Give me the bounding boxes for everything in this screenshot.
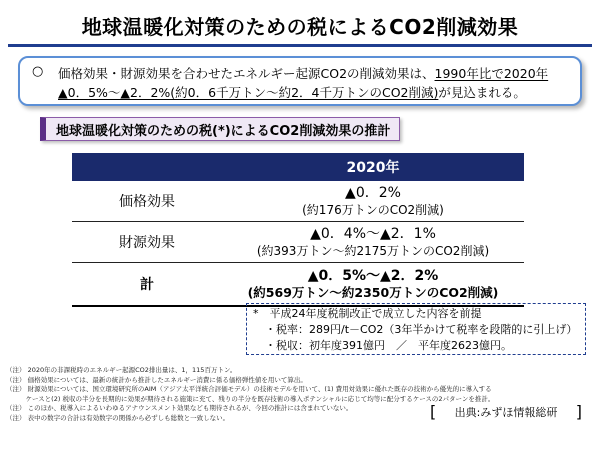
- table-row: [72, 222, 524, 263]
- table-row: [72, 181, 524, 222]
- summary-line-2-underlined: ▲0．5%～▲2．2%(約0．6千万トン～約2．4千万トンのCO2削減): [58, 85, 439, 100]
- table-header-empty: [72, 153, 222, 181]
- summary-line-1-underlined: 1990年比で2020年: [434, 66, 549, 81]
- row-sub-value: (約393万トン～約2175万トンのCO2削減): [256, 244, 490, 258]
- row-value-revenue-effect: [222, 222, 524, 263]
- table-header-year: 2020年: [222, 153, 524, 181]
- summary-box: [18, 56, 582, 106]
- row-main-value: ▲0．2%: [345, 185, 401, 201]
- note-line-2: ・税率：289円/t－CO2（3年半かけて税率を段階的に引上げ）: [265, 323, 578, 336]
- table-header-row: [72, 153, 524, 181]
- footnote: （注） 表中の数字の合計は有効数字の関係から必ずしも総数と一致しない。: [6, 413, 230, 422]
- row-label-revenue-effect: 財源効果: [72, 222, 222, 263]
- footnotes: [6, 366, 495, 424]
- row-sub-value: (約176万トンのCO2削減): [302, 203, 444, 217]
- row-sub-value: (約569万トン～約2350万トンのCO2削減): [247, 285, 499, 300]
- footnote: （注） 財源効果については、国立環境研究所のAIM（アジア太平洋統合評価モデル）の技術モデルを用いて、(1) 費用対効果に優れた既存の技術から優先的に導入する: [6, 385, 492, 394]
- right-bracket-icon: ]: [575, 402, 582, 421]
- left-bracket-icon: [: [430, 402, 437, 421]
- effect-table: [72, 153, 524, 307]
- summary-line-1: [58, 64, 548, 82]
- summary-line-2: [58, 83, 526, 101]
- row-value-total: [222, 263, 524, 307]
- source-text: 出典:みずほ情報総研: [454, 406, 558, 419]
- source-credit: [430, 403, 582, 421]
- row-label-price-effect: 価格効果: [72, 181, 222, 222]
- footnote: ケースと(2) 税収の半分を長期的に効果が期待される施策に充て、残りの半分を既存技術の導入ポテンシャルに応じて均等に配分するケースの2パターンを推計。: [6, 394, 495, 403]
- summary-line-1-text: 価格効果・財源効果を合わせたエネルギー起源CO2の削減効果は、: [58, 66, 435, 81]
- note-line-1: * 平成24年度税制改正で成立した内容を前提: [253, 307, 482, 320]
- note-line-3: ・税収：初年度391億円 ／ 平年度2623億円。: [265, 339, 512, 352]
- row-main-value: ▲0．5%～▲2．2%: [307, 268, 439, 284]
- footnote: （注） 価格効果については、最新の統計から推計したエネルギー消費に係る価格弾性値を用いて算出。: [6, 375, 307, 384]
- summary-line-2-text: が見込まれる。: [438, 85, 526, 100]
- row-value-price-effect: [222, 181, 524, 222]
- title-bar: [8, 6, 592, 47]
- section-heading: 地球温暖化対策のための税(*)によるCO2削減効果の推計: [40, 117, 400, 141]
- page-title: 地球温暖化対策のための税によるCO2削減効果: [81, 14, 519, 39]
- row-main-value: ▲0．4%～▲2．1%: [310, 226, 436, 242]
- footnote: （注） 2020年の非課税時のエネルギー起源CO2排出量は、1，115百万トン。: [6, 366, 237, 374]
- tax-premise-note: [246, 303, 586, 355]
- footnote: （注） このほか、税導入によるいわゆるアナウンスメント効果なども期待されるが、今回の推計には含まれていない。: [6, 404, 353, 413]
- table-row-total: [72, 263, 524, 307]
- row-label-total: 計: [72, 263, 222, 307]
- summary-bullet: ○: [32, 64, 44, 79]
